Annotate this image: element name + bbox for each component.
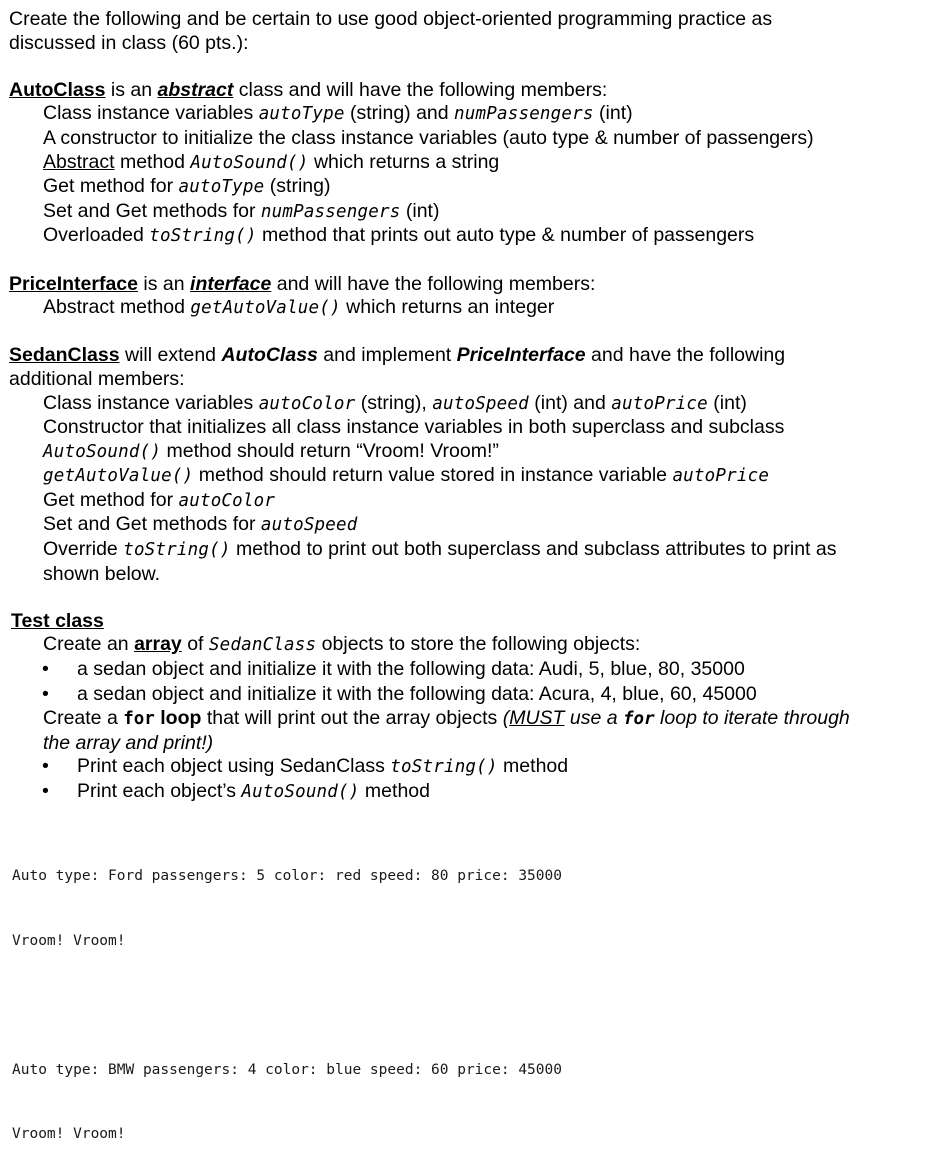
text: (string) and — [344, 102, 455, 125]
text: Set and Get methods for — [43, 513, 261, 536]
sedanclass-line-7 — [9, 538, 883, 586]
text: (int) — [593, 102, 633, 125]
code-autocolor: autoColor — [178, 490, 276, 511]
text: Get method for — [43, 175, 179, 198]
code-numpassengers: numPassengers — [454, 104, 594, 125]
bullet-text: method — [359, 779, 430, 802]
text: Class instance variables — [43, 391, 259, 414]
code-sedanclass: SedanClass — [208, 635, 317, 656]
code-autoprice: autoPrice — [611, 393, 708, 414]
code-tostring: toString() — [123, 540, 231, 561]
sedanclass-line-1 — [9, 392, 921, 417]
text: (int) and — [528, 391, 612, 414]
text: loop to iterate through the array and print!) — [43, 707, 850, 754]
bullet-icon: • — [42, 755, 49, 778]
autoclass-ref: AutoClass — [221, 344, 318, 367]
abstract-keyword: abstract — [157, 78, 234, 101]
autoclass-line-6 — [9, 224, 921, 249]
code-autoprice: autoPrice — [672, 466, 770, 487]
text: Get method for — [43, 488, 179, 511]
console-line: Vroom! Vroom! — [12, 1126, 126, 1142]
autoclass-line-5 — [9, 200, 921, 225]
text: Override — [43, 538, 124, 561]
text: (int) — [400, 199, 440, 222]
text: which returns a string — [308, 150, 500, 173]
code-autotype: autoType — [178, 177, 265, 198]
code-autotype: autoType — [258, 104, 345, 125]
console-line: Auto type: BMW passengers: 4 color: blue speed: 60 price: 45000 — [12, 1061, 562, 1078]
code-tostring: toString() — [149, 226, 257, 247]
text: (int) — [707, 391, 747, 414]
text: use a — [564, 707, 624, 730]
text: ( — [502, 707, 510, 730]
text: (string), — [355, 391, 433, 414]
text: will extend — [119, 344, 222, 367]
autoclass-heading — [9, 79, 921, 103]
text: method should return “Vroom! Vroom!” — [161, 439, 499, 462]
text: method — [114, 150, 191, 173]
sedanclass-line-2: Constructor that initializes all class instance variables in both superclass and subclass — [43, 416, 785, 439]
testclass-name: Test class — [11, 609, 104, 632]
autoclass-is: is an — [105, 78, 158, 101]
code-autospeed: autoSpeed — [260, 515, 358, 536]
code-autocolor: autoColor — [258, 393, 356, 414]
text: and implement — [317, 344, 457, 367]
testclass-heading — [9, 610, 921, 634]
bullet-item — [9, 755, 921, 780]
console-output — [12, 823, 562, 1167]
code-getautovalue: getAutoValue() — [190, 298, 341, 319]
code-tostring: toString() — [390, 757, 498, 778]
array-keyword: array — [134, 633, 182, 656]
interface-keyword: interface — [190, 272, 272, 295]
code-autosound: AutoSound() — [241, 781, 360, 802]
sedanclass-line-3 — [9, 440, 921, 465]
code-autosound: AutoSound() — [43, 441, 162, 462]
code-for: for — [123, 709, 155, 730]
text: and have the following additional members: — [9, 344, 786, 390]
sedanclass-line-5 — [9, 489, 921, 514]
sedanclass-name: SedanClass — [9, 344, 120, 367]
text: of — [181, 633, 209, 656]
bullet-text: method — [497, 755, 569, 778]
code-for: for — [623, 709, 655, 730]
loop-bold: loop — [154, 707, 202, 730]
testclass-line-1 — [9, 633, 921, 658]
text: Set and Get methods for — [43, 199, 261, 222]
bullet-item — [9, 683, 921, 708]
text: is an — [138, 272, 191, 295]
text: method to print out both superclass and subclass attributes to print as shown below. — [43, 538, 837, 585]
priceinterface-heading — [9, 273, 921, 297]
bullet-text: Print each object using SedanClass — [77, 755, 391, 778]
bullet-item — [9, 780, 921, 805]
console-line: Vroom! Vroom! — [12, 932, 126, 949]
autoclass-line-4 — [9, 175, 921, 200]
sedanclass-heading — [9, 344, 849, 391]
sedanclass-line-6 — [9, 513, 921, 538]
autoclass-line-3 — [9, 151, 921, 176]
console-line: Auto type: Ford passengers: 5 color: red speed: 80 price: 35000 — [12, 868, 562, 884]
priceinterface-ref: PriceInterface — [456, 344, 586, 367]
priceinterface-name: PriceInterface — [9, 272, 138, 295]
text: method should return value stored in instance variable — [193, 464, 673, 487]
code-autospeed: autoSpeed — [432, 393, 529, 414]
text: Create an — [43, 633, 135, 656]
text: method that prints out auto type & number of passengers — [256, 224, 755, 247]
priceinterface-line-1 — [9, 296, 921, 321]
autoclass-rest: class and will have the following members: — [233, 78, 608, 101]
text: Abstract method — [43, 296, 191, 319]
text: which returns an integer — [340, 296, 555, 319]
text: that will print out the array objects — [201, 707, 503, 730]
text: Create a — [43, 707, 124, 730]
bullet-text: a sedan object and initialize it with the following data: Audi, 5, blue, 80, 35000 — [77, 658, 745, 681]
bullet-icon: • — [42, 779, 49, 802]
must-underlined: MUST — [509, 707, 565, 730]
abstract-underlined: Abstract — [43, 150, 115, 173]
autoclass-name: AutoClass — [9, 78, 106, 101]
text: and will have the following members: — [271, 272, 596, 295]
bullet-item — [9, 658, 921, 683]
testclass-line-2 — [9, 707, 853, 755]
bullet-icon: • — [42, 682, 49, 705]
autoclass-line-1 — [9, 102, 921, 127]
text: objects to store the following objects: — [316, 633, 641, 656]
text: Class instance variables — [43, 102, 259, 125]
bullet-text: Print each object’s — [77, 779, 242, 802]
code-numpassengers: numPassengers — [260, 201, 401, 222]
intro-text: Create the following and be certain to use good object-oriented programming practice as discussed in class (60 pts.): — [9, 8, 773, 54]
assignment-document — [9, 8, 921, 804]
bullet-text: a sedan object and initialize it with the following data: Acura, 4, blue, 60, 45000 — [77, 682, 757, 705]
sedanclass-line-4 — [9, 464, 921, 489]
text: Overloaded — [43, 224, 150, 247]
code-getautovalue: getAutoValue() — [43, 466, 194, 487]
text: (string) — [264, 175, 331, 198]
bullet-icon: • — [42, 658, 49, 681]
autoclass-line-2: A constructor to initialize the class instance variables (auto type & number of passengers) — [43, 126, 814, 149]
code-autosound: AutoSound() — [190, 152, 309, 173]
